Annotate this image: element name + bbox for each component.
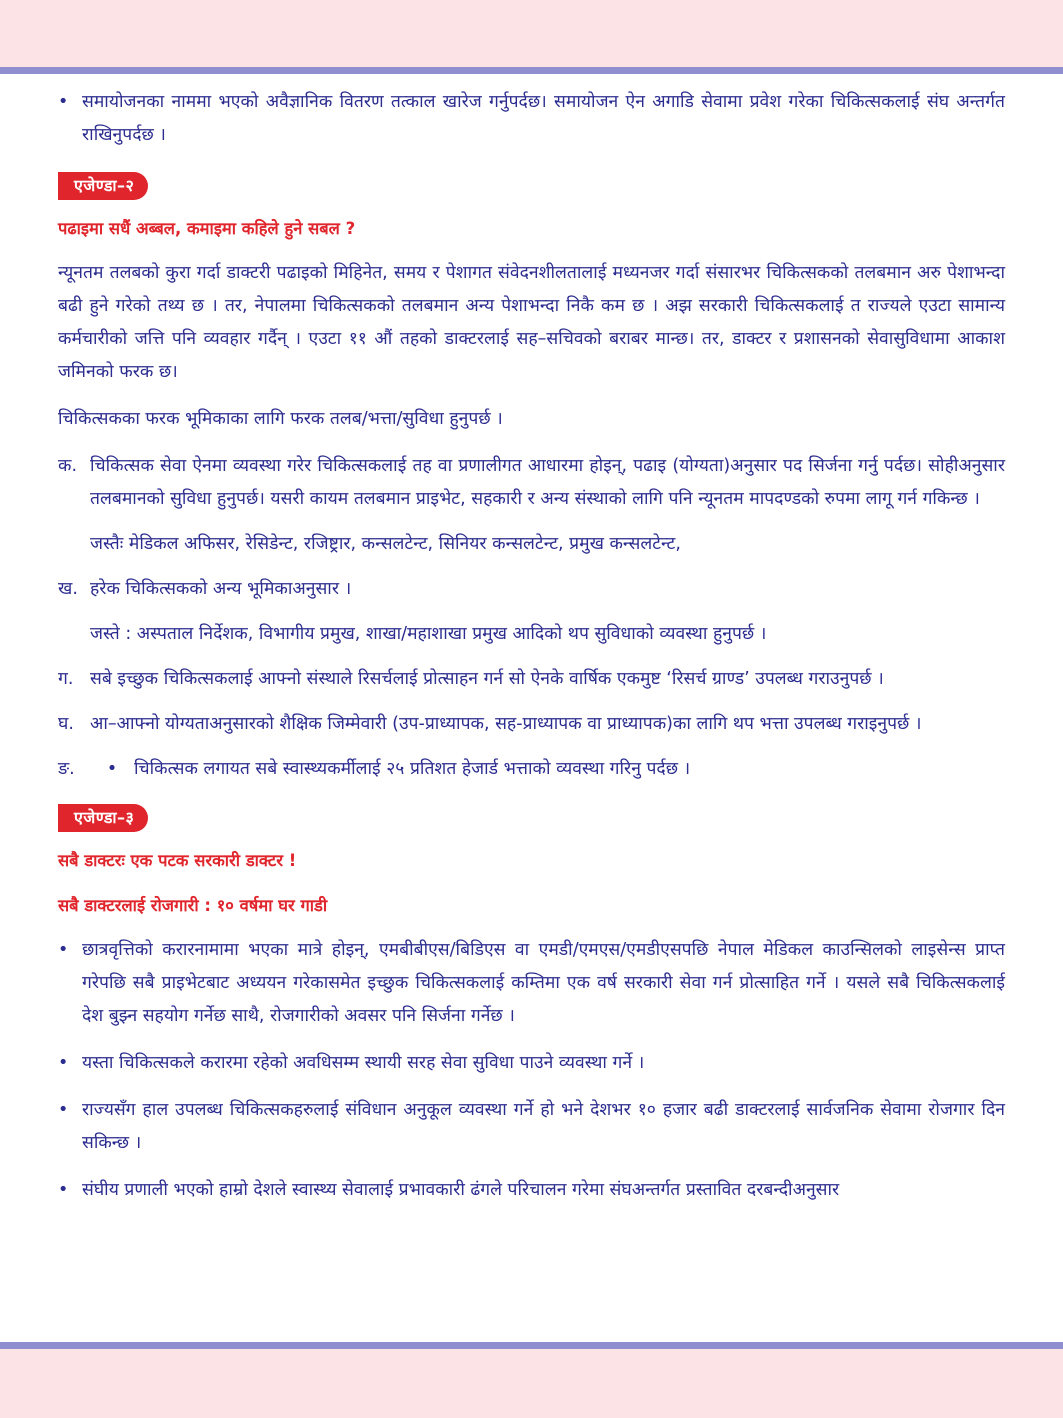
list-item — [58, 934, 1005, 1033]
bottom-pink-band — [0, 1349, 1063, 1418]
list-item-text: चिकित्सक लगायत सबे स्वास्थ्यकर्मीलाई २५ प्रतिशत हेजार्ड भत्ताको व्यवस्था गरिनु पर्दछ । — [134, 759, 691, 779]
list-item — [58, 663, 1005, 696]
list-item — [58, 708, 1005, 741]
item-marker: घ. — [58, 714, 74, 734]
bullet-icon: • — [106, 759, 118, 779]
list-item-text: हरेक चिकित्सकको अन्य भूमिकाअनुसार । — [90, 579, 352, 599]
bullet-icon: • — [58, 1100, 69, 1120]
page-content — [58, 86, 1005, 1221]
list-item — [58, 450, 1005, 516]
bullet-icon: • — [58, 1053, 69, 1073]
agenda-2-tag: एजेण्डा–२ — [58, 172, 148, 200]
top-pink-band — [0, 0, 1063, 68]
list-item — [58, 1094, 1005, 1160]
agenda-3-heading: सबै डाक्टरः एक पटक सरकारी डाक्टर ! — [58, 851, 297, 870]
list-item-text: समायोजनका नाममा भएको अवैज्ञानिक वितरण तत्काल खारेज गर्नुपर्दछ। समायोजन ऐन अगाडि सेवामा प्रवेश गरेका चिकित्सकलाई संघ अन्तर्गत राखिनुपर्दछ । — [82, 92, 1005, 145]
item-marker: ङ. — [58, 759, 75, 779]
list-item-example: जस्तैः मेडिकल अफिसर, रेसिडेन्ट, रजिष्ट्रार, कन्सलटेन्ट, सिनियर कन्सलटेन्ट, प्रमुख कन्सलटेन्ट, — [90, 534, 681, 554]
agenda-3-subheading: सबै डाक्टरलाई रोजगारी : १० वर्षमा घर गाडी — [58, 896, 328, 915]
list-item-example: जस्ते : अस्पताल निर्देशक, विभागीय प्रमुख, शाखा/महाशाखा प्रमुख आदिको थप सुविधाको व्यवस्था हुनुपर्छ । — [90, 624, 767, 644]
list-item-text: संघीय प्रणाली भएको हाम्रो देशले स्वास्थ्य सेवालाई प्रभावकारी ढंगले परिचालन गरेमा संघअन्तर्गत प्रस्तावित दरबन्दीअनुसार — [82, 1180, 840, 1200]
list-item — [58, 753, 1005, 786]
bullet-icon: • — [58, 1180, 69, 1200]
bottom-rule — [0, 1342, 1063, 1349]
list-item — [58, 1047, 1005, 1080]
list-item-text: सबे इच्छुक चिकित्सकलाई आफ्नो संस्थाले रिसर्चलाई प्रोत्साहन गर्न सो ऐनके वार्षिक एकमुष्ट ‘रिसर्च ग्राण्ड’ उपलब्ध गराउनुपर्छ । — [90, 669, 884, 689]
list-item-text: चिकित्सक सेवा ऐनमा व्यवस्था गरेर चिकित्सकलाई तह वा प्रणालीगत आधारमा होइन्, पढाइ (योग्यता)अनुसार पद सिर्जना गर्नु पर्दछ। सोहीअनुसार तलबमानको सुविधा हुनुपर्छ। यसरी कायम तलबमान प्राइभेट, सहकारी र अन्य संस्थाको लागि पनि न्यूनतम मापदण्डको रुपमा लागू गर्न गकिन्छ । — [90, 456, 1005, 509]
agenda-3-tag: एजेण्डा–३ — [58, 804, 148, 832]
list-item-text: राज्यसँग हाल उपलब्ध चिकित्सकहरुलाई संविधान अनुकूल व्यवस्था गर्ने हो भने देशभर १० हजार बढी डाक्टरलाई सार्वजनिक सेवामा रोजगार दिन सकिन्छ । — [82, 1100, 1005, 1153]
paragraph: न्यूनतम तलबको कुरा गर्दा डाक्टरी पढाइको मिहिनेत, समय र पेशागत संवेदनशीलतालाई मध्यनजर गर्दा संसारभर चिकित्सकको तलबमान अरु पेशाभन्दा बढी हुने गरेको तथ्य छ । तर, नेपालमा चिकित्सकको तलबमान अन्य पेशाभन्दा निकै कम छ । अझ सरकारी चिकित्सकलाई त राज्यले एउटा सामान्य कर्मचारीको जत्ति पनि व्यवहार गर्दैन् । एउटा ११ औं तहको डाक्टरलाई सह–सचिवको बराबर मान्छ। तर, डाक्टर र प्रशासनको सेवासुविधामा आकाश जमिनको फरक छ। — [58, 263, 1005, 382]
item-marker: क. — [58, 456, 78, 476]
list-item — [58, 86, 1005, 152]
agenda-2-heading: पढाइमा सधैं अब्बल, कमाइमा कहिले हुने सबल ? — [58, 219, 356, 238]
list-item-text: आ–आफ्नो योग्यताअनुसारको शैक्षिक जिम्मेवारी (उप-प्राध्यापक, सह-प्राध्यापक वा प्राध्यापक)का लागि थप भत्ता उपलब्ध गराइनुपर्छ । — [90, 714, 922, 734]
list-item — [58, 1174, 1005, 1207]
top-rule — [0, 67, 1063, 74]
item-marker: ग. — [58, 669, 74, 689]
list-item-text: छात्रवृत्तिको करारनामामा भएका मात्रे होइन्, एमबीबीएस/बिडिएस वा एमडी/एमएस/एमडीएसपछि नेपाल मेडिकल काउन्सिलको लाइसेन्स प्राप्त गरेपछि सबै प्राइभेटबाट अध्ययन गरेकासमेत इच्छुक चिकित्सकलाई कम्तिमा एक वर्ष सरकारी सेवा गर्न प्रोत्साहित गर्ने । यसले सबै चिकित्सकलाई देश बुझ्न सहयोग गर्नेछ साथै, रोजगारीको अवसर पनि सिर्जना गर्नेछ । — [82, 940, 1005, 1026]
bullet-icon: • — [58, 92, 69, 112]
bullet-icon: • — [58, 940, 69, 960]
item-marker: ख. — [58, 579, 78, 599]
list-item — [58, 573, 1005, 606]
paragraph: चिकित्सकका फरक भूमिकाका लागि फरक तलब/भत्ता/सुविधा हुनुपर्छ । — [58, 409, 503, 429]
list-item-text: यस्ता चिकित्सकले करारमा रहेको अवधिसम्म स्थायी सरह सेवा सुविधा पाउने व्यवस्था गर्ने । — [82, 1053, 645, 1073]
